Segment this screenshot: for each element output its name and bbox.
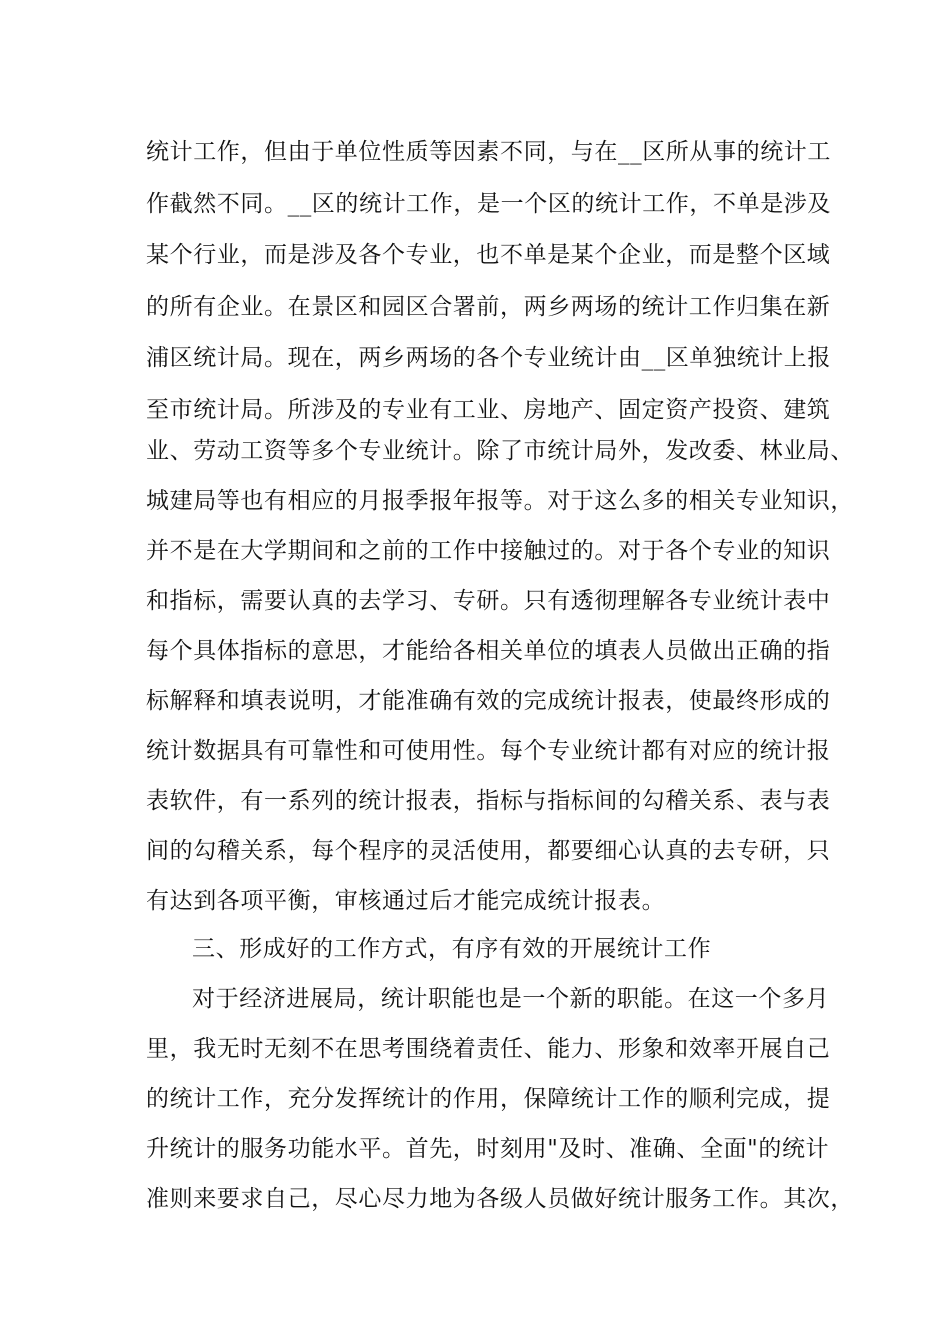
paragraph-line: 的所有企业。在景区和园区合署前，两乡两场的统计工作归集在新 — [146, 294, 831, 320]
paragraph-line: 的统计工作，充分发挥统计的作用，保障统计工作的顺利完成，提 — [146, 1086, 831, 1112]
paragraph-line: 每个具体指标的意思，才能给各相关单位的填表人员做出正确的指 — [146, 638, 831, 664]
paragraph-line: 有达到各项平衡，审核通过后才能完成统计报表。 — [146, 888, 666, 914]
paragraph-line: 标解释和填表说明，才能准确有效的完成统计报表，使最终形成的 — [146, 688, 831, 714]
paragraph-line: 对于经济进展局，统计职能也是一个新的职能。在这一个多月 — [192, 986, 830, 1012]
paragraph-line: 升统计的服务功能水平。首先，时刻用"及时、准确、全面"的统计 — [146, 1136, 830, 1162]
paragraph-line: 作截然不同。__区的统计工作，是一个区的统计工作，不单是涉及 — [146, 191, 831, 217]
paragraph-line: 表软件，有一系列的统计报表，指标与指标间的勾稽关系、表与表 — [146, 788, 831, 814]
paragraph-line: 并不是在大学期间和之前的工作中接触过的。对于各个专业的知识 — [146, 538, 831, 564]
paragraph-line: 和指标，需要认真的去学习、专研。只有透彻理解各专业统计表中 — [146, 588, 831, 614]
paragraph-line: 至市统计局。所涉及的专业有工业、房地产、固定资产投资、建筑 — [146, 397, 831, 423]
paragraph-line: 浦区统计局。现在，两乡两场的各个专业统计由__区单独统计上报 — [146, 345, 831, 371]
paragraph-line: 业、劳动工资等多个专业统计。除了市统计局外，发改委、林业局、 — [146, 438, 854, 464]
paragraph-line: 间的勾稽关系，每个程序的灵活使用，都要细心认真的去专研，只 — [146, 838, 831, 864]
paragraph-line: 统计数据具有可靠性和可使用性。每个专业统计都有对应的统计报 — [146, 738, 831, 764]
paragraph-line: 准则来要求自己，尽心尽力地为各级人员做好统计服务工作。其次， — [146, 1186, 854, 1212]
paragraph-line: 里，我无时无刻不在思考围绕着责任、能力、形象和效率开展自己 — [146, 1036, 831, 1062]
paragraph-line: 统计工作，但由于单位性质等因素不同，与在__区所从事的统计工 — [146, 139, 831, 165]
paragraph-line: 某个行业，而是涉及各个专业，也不单是某个企业，而是整个区域 — [146, 242, 831, 268]
section-heading: 三、形成好的工作方式，有序有效的开展统计工作 — [192, 936, 712, 962]
paragraph-line: 城建局等也有相应的月报季报年报等。对于这么多的相关专业知识， — [146, 488, 854, 514]
